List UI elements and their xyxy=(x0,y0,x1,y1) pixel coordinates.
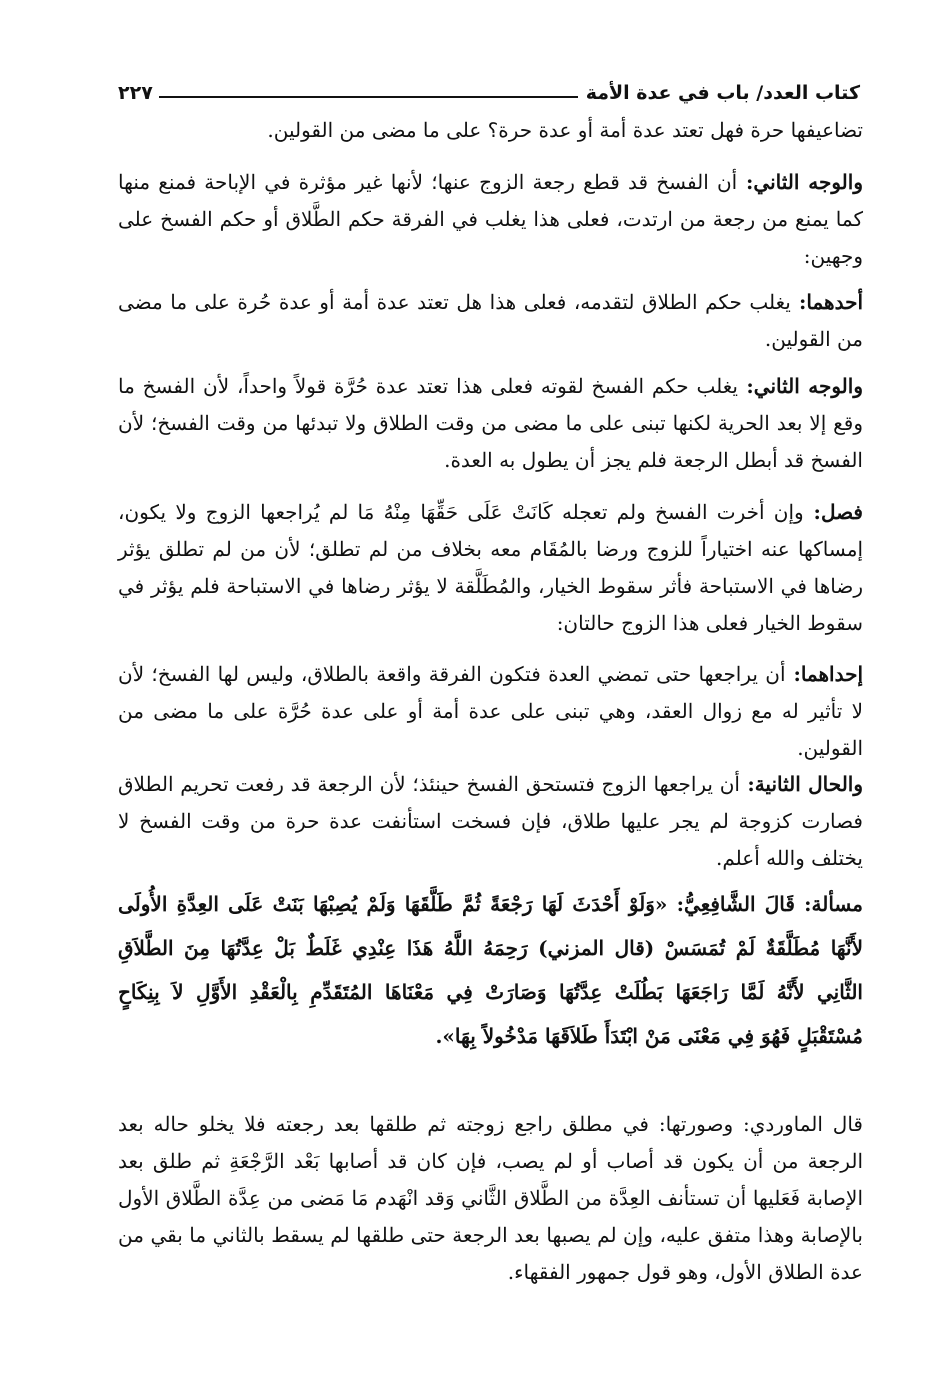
paragraph-text: «وَلَوْ أَحْدَثَ لَهَا رَجْعَةً ثُمَّ طَلَّقَهَا وَلَمْ يُصِبْهَا بَنَتْ عَلَى العِدَّةِ الأُولَى لأَنَّهَا مُطَلَّقَةٌ لَمْ تُمَسَسْ (قال المزني) رَحِمَهُ اللَّهُ هَذَا عِنْدِي غَلَطٌ بَلْ عِدَّتُهَا مِنَ الطَّلاَقِ الثَّانِي لأَنَّهُ لَمَّا رَاجَعَهَا بَطُلَتْ عِدَّتُهَا وَصَارَتْ فِي مَعْنَاهَا المُتَقَدِّمِ بِالْعَقْدِ الأَوَّلِ لاَ بِنِكَاحٍ مُسْتَقْبَلٍ فَهُوَ فِي مَعْنَى مَنْ ابْتَدَأَ طَلاَقَهَا مَدْخُولاً بِهَا». xyxy=(118,892,863,1048)
paragraph-lead: أحدهما: xyxy=(790,290,864,314)
paragraph-continuation xyxy=(118,112,863,149)
paragraph-section xyxy=(118,494,863,642)
chapter-title: كتاب العدد/ باب في عدة الأمة xyxy=(585,82,860,104)
paragraph-lead: مسألة: قَالَ الشَّافِعِيُّ: xyxy=(667,892,863,916)
running-header xyxy=(118,70,860,104)
paragraph-lead: والحال الثانية: xyxy=(739,772,863,796)
paragraph-first-case xyxy=(118,656,863,767)
paragraph-text: قال الماوردي: وصورتها: في مطلق راجع زوجته ثم طلقها بعد رجعته فلا يخلو حاله بعد الرجعة من أن يكون قد أصاب أو لم يصب، فإن كان قد أصابها بَعْد الرَّجْعَةِ ثم طلق بعد الإصابة فَعَليها أن تستأنف العِدَّة من الطَّلاق الثَّاني وَقد انْهَدم مَا مَضى من عِدَّة الطَّلاق الأول بالإصابة وهذا متفق عليه، وإن لم يصبها بعد الرجعة حتى طلقها لم يسقط بالثاني ما بقي من عدة الطلاق الأول، وهو قول جمهور الفقهاء. xyxy=(118,1112,863,1284)
paragraph-issue-quote xyxy=(118,882,863,1058)
paragraph-text: أن يراجعها الزوج فتستحق الفسخ حينئذ؛ لأن الرجعة قد رفعت تحريم الطلاق فصارت كزوجة لم يجر عليها طلاق، فإن فسخت استأنفت عدة حرة من وقت الفسخ لا يختلف والله أعلم. xyxy=(118,772,863,870)
paragraph-text: وإن أخرت الفسخ ولم تعجله كَانَتْ عَلَى حَقِّهَا مِنْهُ مَا لم يُراجعها الزوج ولا يكون، إمساكها عنه اختياراً للزوج ورضا بالمُقَام معه بخلاف من لم تطلق؛ لأن من لم تطلق يؤثر رضاها في الاستباحة فأثر سقوط الخيار، والمُطَلَّقة لا يؤثر رضاها في الاستباحة فلم يؤثر في سقوط الخيار فعلى هذا الزوج حالتان: xyxy=(118,500,863,635)
paragraph-text: يغلب حكم الفسخ لقوته فعلى هذا تعتد عدة حُرَّة قولاً واحداً، لأن الفسخ ما وقع إلا بعد الحرية لكنها تبنى على ما مضى من وقت الطلاق ولا تبدئها من وقت الفسخ؛ لأن الفسخ قد أبطل الرجعة فلم يجز أن يطول به العدة. xyxy=(118,374,863,472)
paragraph-lead: والوجه الثاني: xyxy=(737,374,863,398)
paragraph-text: يغلب حكم الطلاق لتقدمه، فعلى هذا هل تعتد عدة أمة أو عدة حُرة على ما مضى من القولين. xyxy=(118,290,863,351)
paragraph-text: تضاعيفها حرة فهل تعتد عدة أمة أو عدة حرة؟ على ما مضى من القولين. xyxy=(267,118,863,142)
paragraph-lead: إحداهما: xyxy=(785,662,864,686)
header-rule xyxy=(159,96,578,98)
paragraph-commentary xyxy=(118,1106,863,1291)
paragraph-lead: فصل: xyxy=(803,500,863,524)
paragraph-text: أن الفسخ قد قطع رجعة الزوج عنها؛ لأنها غير مؤثرة في الإباحة فمنع منها كما يمنع من رجعة من ارتدت، فعلى هذا يغلب في الفرقة حكم الطَّلاق أو حكم الفسخ على وجهين: xyxy=(118,170,863,268)
paragraph-lead: والوجه الثاني: xyxy=(737,170,863,194)
paragraph-second-aspect xyxy=(118,164,863,275)
page-number: ٢٢٧ xyxy=(118,82,153,104)
paragraph-first-of-two xyxy=(118,284,863,358)
paragraph-text: أن يراجعها حتى تمضي العدة فتكون الفرقة واقعة بالطلاق، وليس لها الفسخ؛ لأن لا تأثير له مع زوال العقد، وهي تبنى على عدة أمة أو على عدة حُرَّة على ما مضى من القولين. xyxy=(118,662,863,760)
paragraph-second-aspect-2 xyxy=(118,368,863,479)
paragraph-second-case xyxy=(118,766,863,877)
